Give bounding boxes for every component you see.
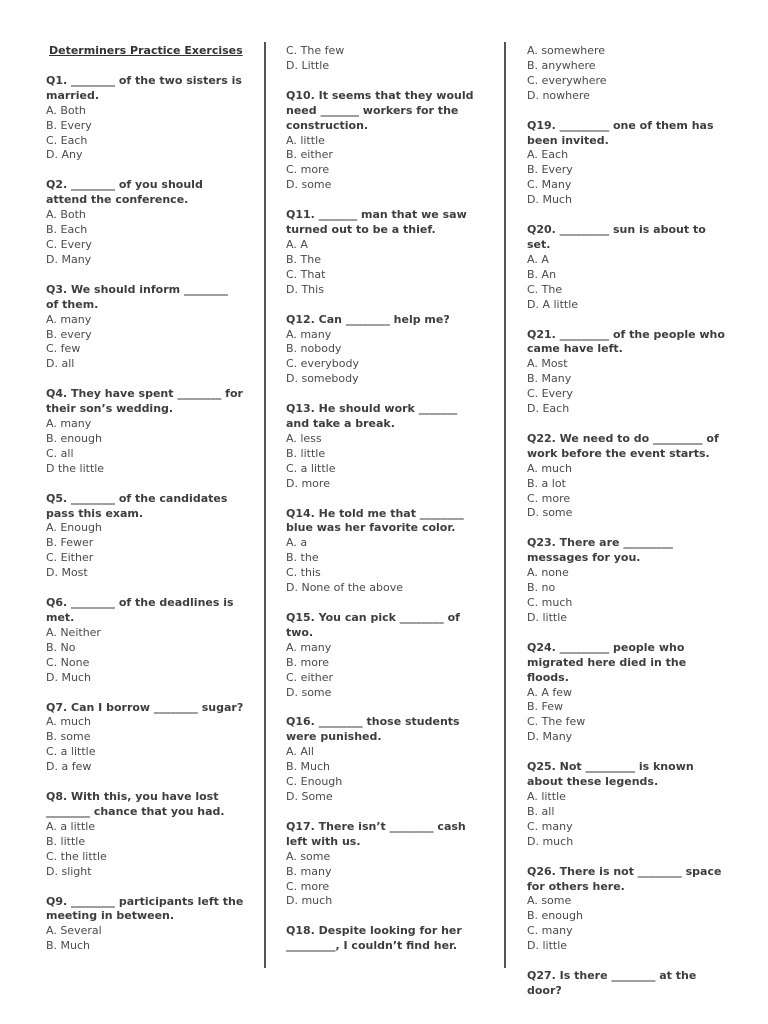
answer-option: A. Both: [46, 208, 86, 222]
question-text: Q13. He should work _______ and take a break.: [286, 402, 458, 431]
answer-option: B. anywhere: [527, 58, 596, 72]
question-block: [286, 715, 484, 804]
answer-option: A. little: [286, 133, 325, 147]
question-block: [286, 924, 484, 954]
column-3: [527, 44, 727, 999]
question-block: [46, 74, 244, 163]
question-text: Q10. It seems that they would need _______ workers for the construction.: [286, 88, 474, 132]
answer-option: A. All: [286, 745, 314, 759]
answer-option: B. more: [286, 655, 330, 669]
question-list: [527, 119, 727, 999]
answer-option: C. the little: [46, 849, 107, 863]
question-text: Q9. ________ participants left the meeting in between.: [46, 894, 244, 923]
answer-option: D. some: [286, 178, 332, 192]
answer-option: C. The: [527, 282, 563, 296]
answer-option: B. little: [46, 834, 86, 848]
question-text: Q14. He told me that ________ blue was her favorite color.: [286, 506, 464, 535]
answer-option: A. less: [286, 431, 322, 445]
answer-option: D. all: [46, 357, 75, 371]
answer-option: B. many: [286, 864, 332, 878]
answer-option: D. Little: [286, 58, 330, 72]
question-text: Q24. _________ people who migrated here died in the floods.: [527, 640, 687, 684]
question-block: [286, 208, 484, 297]
question-text: Q19. _________ one of them has been invited.: [527, 118, 714, 147]
question-text: Q20. _________ sun is about to set.: [527, 223, 706, 251]
answer-option: B. Many: [527, 372, 572, 386]
answer-option: C. Each: [46, 133, 88, 147]
answer-option: D. much: [527, 834, 574, 848]
question-text: Q5. ________ of the candidates pass this exam.: [46, 491, 228, 520]
answer-option: B. Much: [46, 939, 91, 953]
question-block: [527, 328, 727, 417]
question-text: Q21. _________ of the people who came have left.: [527, 327, 725, 356]
question-list: [46, 74, 244, 954]
answer-option: C. many: [527, 819, 573, 833]
answer-option: A. many: [286, 640, 332, 654]
answer-option: B. the: [286, 551, 319, 565]
answer-option: C. everybody: [286, 357, 359, 371]
answer-option: D the little: [46, 461, 105, 475]
answer-option: C. more: [527, 491, 571, 505]
answer-option: C. more: [286, 163, 330, 177]
answer-option: A. some: [286, 849, 331, 863]
answer-option: C. Either: [46, 551, 94, 565]
question-block: [527, 760, 727, 849]
question-text: Q25. Not _________ is known about these legends.: [527, 760, 694, 789]
question-text: Q17. There isn’t ________ cash left with us.: [286, 819, 466, 848]
question-text: Q7. Can I borrow ________ sugar?: [46, 700, 244, 714]
answer-option: B. No: [46, 640, 76, 654]
continued-options: [527, 44, 727, 104]
answer-option: B. Fewer: [46, 536, 94, 550]
answer-option: C. The few: [527, 715, 586, 729]
answer-option: D. some: [286, 685, 332, 699]
answer-option: B. Each: [46, 223, 88, 237]
question-text: Q3. We should inform ________ of them.: [46, 282, 228, 311]
column-2: [286, 44, 484, 954]
answer-option: A. some: [527, 894, 572, 908]
continued-options: [286, 44, 484, 74]
answer-option: B. little: [286, 446, 326, 460]
question-text: Q8. With this, you have lost ________ chance that you had.: [46, 790, 225, 818]
answer-option: D. Most: [46, 566, 88, 580]
question-list: [286, 89, 484, 954]
answer-option: B. The: [286, 252, 321, 266]
answer-option: A. A: [286, 237, 308, 251]
answer-option: B. Every: [527, 163, 573, 177]
column-1: [46, 44, 244, 954]
column-divider-right: [504, 42, 506, 968]
answer-option: A. much: [527, 461, 573, 475]
answer-option: C. this: [286, 566, 321, 580]
answer-option: A. much: [46, 715, 92, 729]
question-block: [527, 432, 727, 521]
answer-option: B. enough: [527, 909, 583, 923]
answer-option: B. An: [527, 267, 557, 281]
answer-option: C. few: [46, 342, 81, 356]
question-block: [46, 387, 244, 476]
answer-option: B. either: [286, 148, 333, 162]
answer-option: C. Every: [46, 237, 92, 251]
answer-option: C. Every: [527, 387, 573, 401]
question-text: Q6. ________ of the deadlines is met.: [46, 596, 234, 624]
answer-option: C. more: [286, 879, 330, 893]
question-block: [46, 790, 244, 879]
answer-option: B. Much: [286, 760, 331, 774]
question-text: Q15. You can pick ________ of two.: [286, 611, 460, 639]
question-text: Q4. They have spent ________ for their son’s wedding.: [46, 387, 243, 416]
answer-option: A. a: [286, 536, 308, 550]
question-block: [527, 119, 727, 208]
answer-option: A. little: [527, 789, 566, 803]
answer-option: A. Each: [527, 148, 569, 162]
question-block: [286, 313, 484, 388]
answer-option: B. every: [46, 327, 92, 341]
answer-option: C. all: [46, 446, 74, 460]
answer-option: D. more: [286, 476, 330, 490]
question-block: [286, 507, 484, 596]
question-block: [46, 895, 244, 955]
answer-option: A. many: [286, 327, 332, 341]
question-block: [286, 402, 484, 491]
answer-option: D. None of the above: [286, 581, 404, 595]
question-block: [46, 178, 244, 267]
answer-option: D. little: [527, 610, 568, 624]
answer-option: C. Enough: [286, 775, 343, 789]
answer-option: A. Enough: [46, 521, 102, 535]
answer-option: D. Any: [46, 148, 83, 162]
answer-option: D. some: [527, 506, 573, 520]
answer-option: D. This: [286, 282, 324, 296]
question-block: [527, 641, 727, 745]
answer-option: D. Many: [527, 730, 573, 744]
answer-option: A. Both: [46, 103, 86, 117]
answer-option: C. The few: [286, 44, 345, 57]
answer-option: C. That: [286, 267, 326, 281]
question-text: Q1. ________ of the two sisters is married.: [46, 73, 242, 102]
answer-option: A. A: [527, 252, 549, 266]
question-text: Q26. There is not ________ space for others here.: [527, 864, 722, 893]
answer-option: C. a little: [46, 745, 96, 759]
answer-option: A. many: [46, 312, 92, 326]
answer-option: B. a lot: [527, 476, 566, 490]
question-block: [46, 492, 244, 581]
answer-option: C. either: [286, 670, 334, 684]
answer-option: B. some: [46, 730, 91, 744]
question-block: [527, 969, 727, 999]
answer-option: A. many: [46, 417, 92, 431]
answer-option: D. Some: [286, 789, 333, 803]
question-block: [527, 865, 727, 954]
answer-option: B. all: [527, 804, 555, 818]
answer-option: A. Several: [46, 924, 102, 938]
answer-option: B. nobody: [286, 342, 342, 356]
answer-option: C. many: [527, 924, 573, 938]
question-block: [286, 820, 484, 909]
question-text: Q23. There are _________ messages for you.: [527, 536, 673, 565]
question-text: Q2. ________ of you should attend the conference.: [46, 178, 203, 207]
question-text: Q18. Despite looking for her _________, I couldn’t find her.: [286, 924, 462, 953]
question-text: Q16. ________ those students were punished.: [286, 715, 460, 744]
answer-option: B. enough: [46, 431, 102, 445]
answer-option: D. much: [286, 894, 333, 908]
answer-option: D. Many: [46, 252, 92, 266]
answer-option: D. somebody: [286, 372, 359, 386]
question-block: [46, 596, 244, 685]
answer-option: B. no: [527, 581, 556, 595]
answer-option: C. everywhere: [527, 73, 607, 87]
answer-option: D. Much: [527, 193, 572, 207]
question-text: Q22. We need to do _________ of work before the event starts.: [527, 431, 719, 460]
answer-option: A. Neither: [46, 625, 101, 639]
answer-option: A. somewhere: [527, 44, 606, 57]
answer-option: A. A few: [527, 685, 572, 699]
answer-option: B. Few: [527, 700, 564, 714]
answer-option: A. Most: [527, 357, 568, 371]
answer-option: C. Many: [527, 178, 572, 192]
question-block: [527, 536, 727, 625]
answer-option: D. Each: [527, 402, 570, 416]
answer-option: C. much: [527, 596, 573, 609]
answer-option: C. None: [46, 655, 90, 669]
answer-option: D. a few: [46, 760, 92, 774]
answer-option: A. none: [527, 566, 569, 580]
question-text: Q11. _______ man that we saw turned out to be a thief.: [286, 208, 467, 237]
question-block: [46, 701, 244, 776]
answer-option: D. A little: [527, 297, 579, 311]
question-text: Q12. Can ________ help me?: [286, 312, 450, 326]
answer-option: D. little: [527, 939, 568, 953]
question-text: Q27. Is there ________ at the door?: [527, 969, 697, 997]
answer-option: D. Much: [46, 670, 91, 684]
answer-option: A. a little: [46, 819, 96, 833]
question-block: [527, 223, 727, 312]
answer-option: C. a little: [286, 461, 336, 475]
question-block: [286, 611, 484, 700]
page-title: Determiners Practice Exercises: [49, 44, 243, 57]
column-divider-left: [264, 42, 266, 968]
question-block: [286, 89, 484, 193]
answer-option: D. slight: [46, 864, 92, 878]
answer-option: B. Every: [46, 118, 92, 132]
question-block: [46, 283, 244, 372]
answer-option: D. nowhere: [527, 88, 590, 102]
